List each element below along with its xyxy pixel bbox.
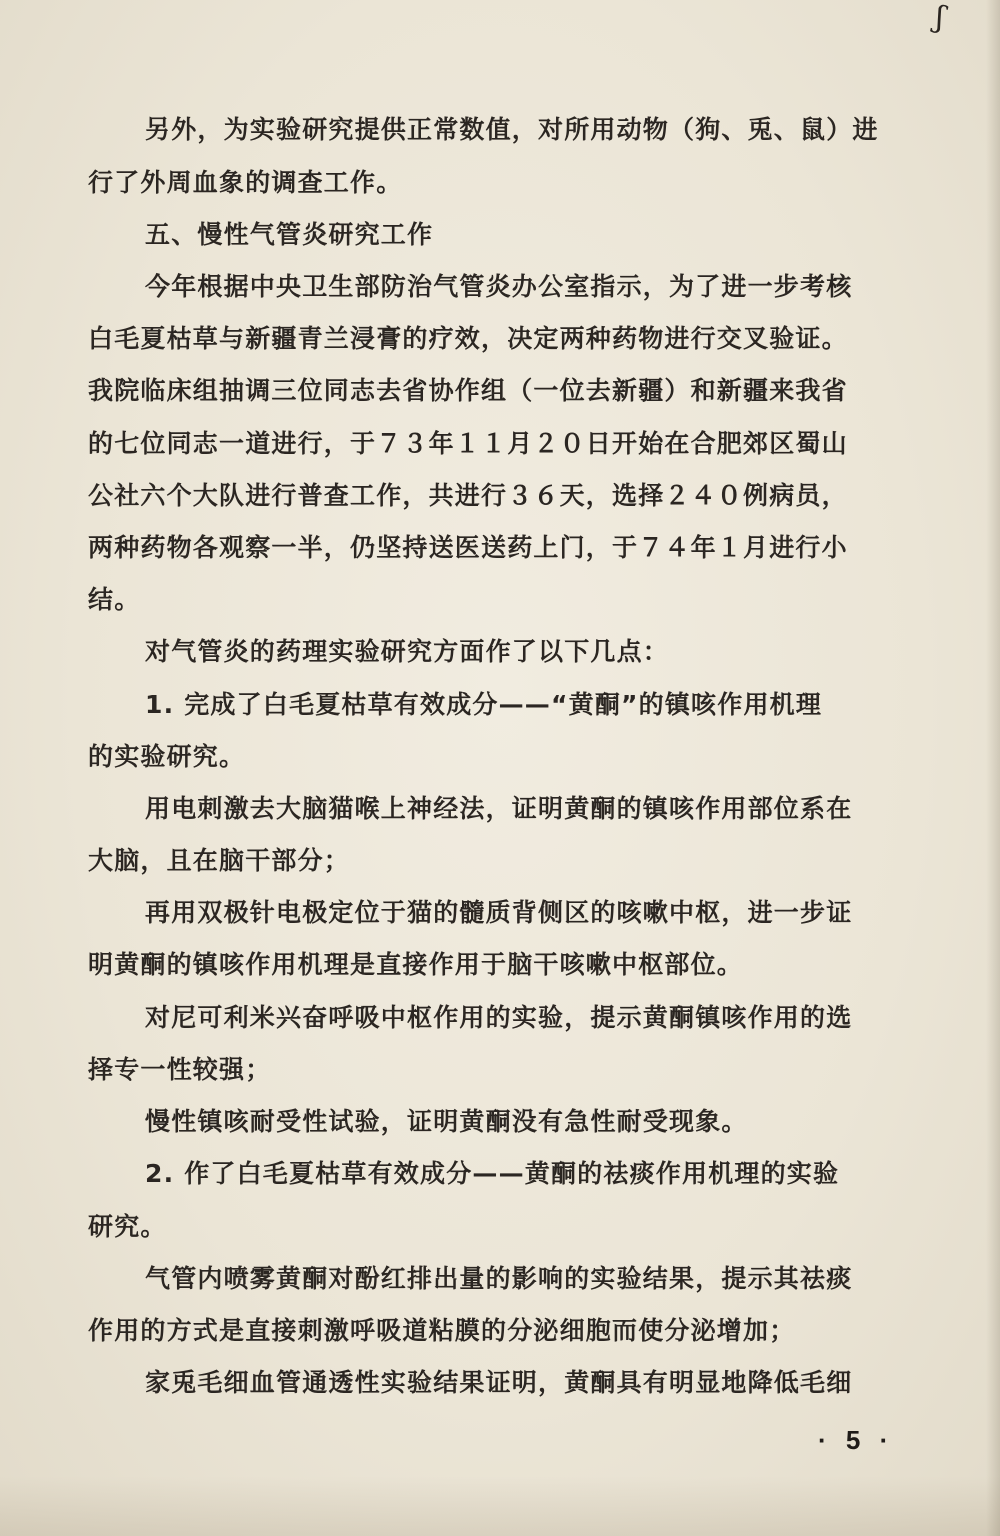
text-line: 公社六个大队进行普查工作，共进行３６天，选择２４０例病员， xyxy=(88,481,848,510)
page-number: · 5 · xyxy=(818,1425,895,1455)
text-line: 对尼可利米兴奋呼吸中枢作用的实验，提示黄酮镇咳作用的选 xyxy=(145,1003,853,1032)
text-line: 择专一性较强； xyxy=(88,1055,272,1084)
text-line: 慢性镇咳耐受性试验，证明黄酮没有急性耐受现象。 xyxy=(145,1107,748,1136)
text-line: 的实验研究。 xyxy=(88,742,246,771)
text-line: 结。 xyxy=(88,585,141,614)
text-line: 两种药物各观察一半，仍坚持送医送药上门，于７４年１月进行小 xyxy=(88,533,848,562)
text-line: 另外，为实验研究提供正常数值，对所用动物（狗、兎、鼠）进 xyxy=(145,115,879,144)
text-line: 气管内喷雾黄酮对酚红排出量的影响的实验结果，提示其祛痰 xyxy=(145,1264,853,1293)
text-line: 明黄酮的镇咳作用机理是直接作用于脑干咳嗽中枢部位。 xyxy=(88,950,744,979)
text-line: 再用双极针电极定位于猫的髓质背侧区的咳嗽中枢，进一步证 xyxy=(145,898,853,927)
numbered-item-heading: 1. 完成了白毛夏枯草有效成分——“黄酮”的镇咳作用机理 xyxy=(145,690,823,719)
text-line: 白毛夏枯草与新疆青兰浸膏的疗效，决定两种药物进行交叉验证。 xyxy=(88,324,848,353)
page-edge-shadow xyxy=(986,0,1000,1536)
text-line: 研究。 xyxy=(88,1212,167,1241)
numbered-item-heading: 2. 作了白毛夏枯草有效成分——黄酮的祛痰作用机理的实验 xyxy=(145,1159,840,1188)
text-line: 行了外周血象的调查工作。 xyxy=(88,168,403,197)
text-line: 大脑，且在脑干部分； xyxy=(88,846,351,875)
text-line: 家兎毛细血管通透性实验结果证明，黄酮具有明显地降低毛细 xyxy=(145,1368,853,1397)
text-line: 的七位同志一道进行，于７３年１１月２０日开始在合肥郊区蜀山 xyxy=(88,429,848,458)
text-line: 今年根据中央卫生部防治气管炎办公室指示，为了进一步考核 xyxy=(145,272,853,301)
page-bottom-shadow xyxy=(0,1476,1000,1536)
text-line: 作用的方式是直接刺激呼吸道粘膜的分泌细胞而使分泌增加； xyxy=(88,1316,796,1345)
section-heading: 五、慢性气管炎研究工作 xyxy=(145,220,434,249)
text-line: 用电刺激去大脑猫喉上神经法，证明黄酮的镇咳作用部位系在 xyxy=(145,794,853,823)
corner-pencil-mark: ʃ xyxy=(932,0,948,36)
text-line: 对气管炎的药理实验研究方面作了以下几点： xyxy=(145,637,670,666)
text-line: 我院临床组抽调三位同志去省协作组（一位去新疆）和新疆来我省 xyxy=(88,376,848,405)
